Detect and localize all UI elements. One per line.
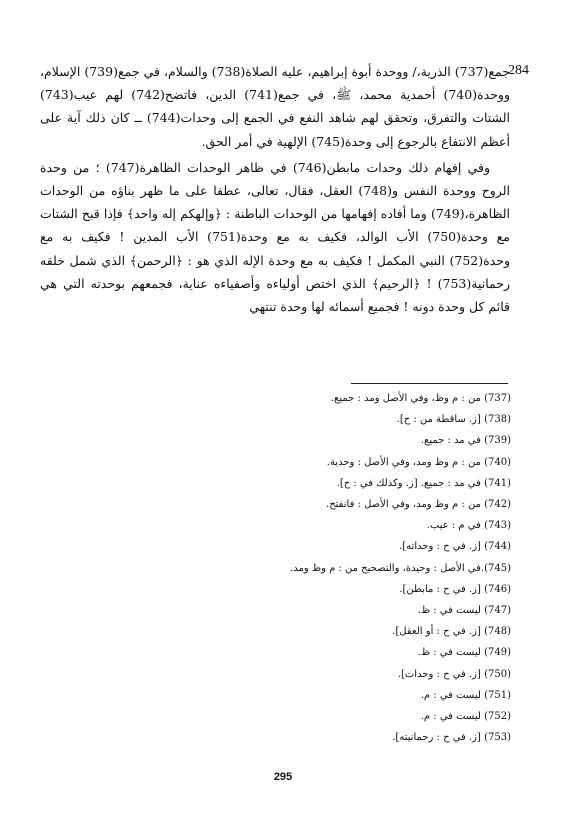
footnote-744: (744) [ز. في ح : وحداته]. <box>399 541 511 553</box>
page-number: 295 <box>273 771 293 783</box>
footnote-742: (742) من : م وظ ومد، وفي الأصل : فانفتح. <box>326 499 511 511</box>
footnote-739: (739) في مد : جميع. <box>420 435 511 447</box>
footnote-745: (745).في الأصل : وحيدة، والتصحيح من : م وظ ومد. <box>290 562 511 574</box>
footnote-740: (740) من : م وظ ومد، وفي الأصل : وحدية. <box>326 456 511 468</box>
body-paragraph-1: جمع(737) الذرية،/ ووحدة أبوة إبراهيم، عليه الصلاة(738) والسلام، في جمع(739) الإسلام، ووحدة(740) أحمدية محمد، ﷺ، في جمع(741) الدين، فاتضح(742) لهم عيب(743) الشتات والتفرق، وتحقق لهم شاهد النفع في الجمع إلى وحدات(744) ــ كان ذلك آية على أعظم الانتفاع بالرجوع إلى وحدة(745) الإلهية في أمر الحق. <box>40 64 510 149</box>
main-text-block <box>40 60 510 318</box>
footnote-750: (750) [ز. في ح : وحدات]. <box>397 668 511 680</box>
footnote-749: (749) ليست في : ظ. <box>417 647 511 659</box>
footnote-743: (743) في م : عيب. <box>426 520 511 532</box>
footnote-737: (737) من : م وظ، وفي الأصل ومد : جميع. <box>330 393 511 404</box>
footnote-list <box>200 388 511 748</box>
footnote-divider <box>351 383 508 384</box>
footnote-738: (738) [ز. ساقطة من : ح]. <box>396 414 511 426</box>
margin-page-number: 284 <box>508 63 529 78</box>
footnote-751: (751) ليست في : م. <box>420 689 511 701</box>
body-paragraph-2: وفي إفهام ذلك وحدات مابطن(746) في ظاهر الوحدات الظاهرة(747) ؛ من وحدة الروح ووحدة النفس و(748) العقل، فقال، تعالى، عطفا على ما ظهر بناؤه من الوحدات الظاهرة،(749) وما أفاده إفهامها من الوحدات الباطنة : ﴿وإلهكم إله واحد﴾ فإذا قبح الشتات مع وحدة(750) الأب الوالد، فكيف به مع وحدة(751) الأب المدين ! فكيف به مع وحدة(752) النبي المكمل ! فكيف به مع وحدة الإله الذي هو : ﴿الرحمن﴾ الذي شمل خلقه رحمانية(753) ! ﴿الرحيم﴾ الذي اختص أولياءه وأصفياءه عناية، فجمعهم بوحدته التي هي قائم كل وحدة دونه ! فجميع أسمائه لها وحدة تنتهي <box>40 159 510 315</box>
footnote-748: (748) [ز. في ح : أو العقل]. <box>392 626 511 638</box>
footnote-746: (746) [ز. في ح : مابطن]. <box>399 583 511 595</box>
footnote-753: (753) [ز. في ح : رحمانيته]. <box>392 732 511 744</box>
footnote-747: (747) ليست في : ظ. <box>417 605 511 617</box>
footnote-752: (752) ليست في : م. <box>420 711 511 723</box>
footnote-741: (741) في مد : جميع. [ز. وكذلك في : ح]. <box>336 477 511 489</box>
